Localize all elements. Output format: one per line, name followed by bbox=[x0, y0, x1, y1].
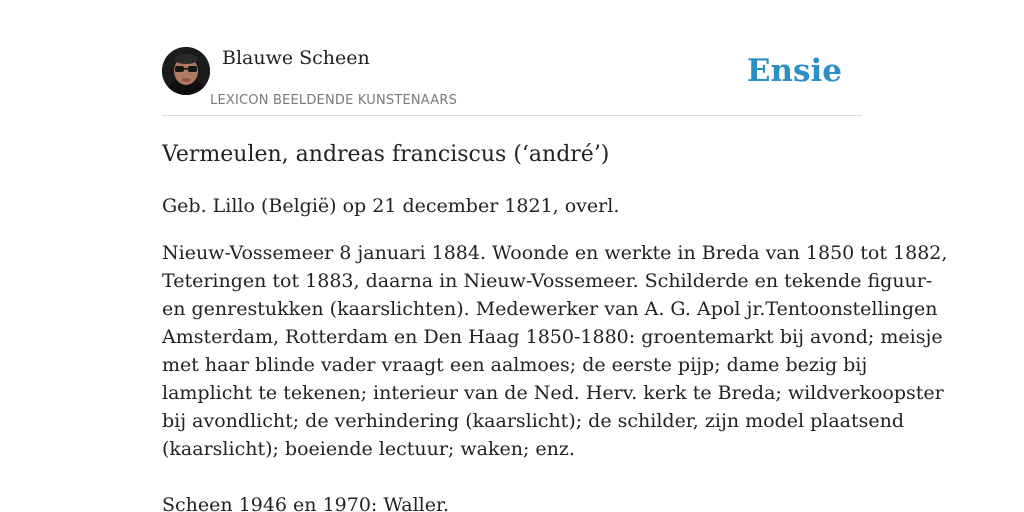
paragraph-line: Teteringen tot 1883, daarna in Nieuw-Vossemeer. Schilderde en tekende figuur- bbox=[162, 270, 933, 292]
ensie-logo[interactable]: Ensie bbox=[746, 53, 842, 89]
paragraph-line: Amsterdam, Rotterdam en Den Haag 1850-1880: groentemarkt bij avond; meisje bbox=[162, 326, 943, 348]
article-paragraph: Geb. Lillo (België) op 21 december 1821, overl. bbox=[162, 195, 620, 217]
collection-name[interactable]: LEXICON BEELDENDE KUNSTENAARS bbox=[210, 93, 458, 108]
article-paragraph: Scheen 1946 en 1970: Waller. bbox=[162, 494, 450, 512]
paragraph-line: Nieuw-Vossemeer 8 januari 1884. Woonde en werkte in Breda van 1850 tot 1882, bbox=[162, 242, 948, 264]
person-avatar-icon bbox=[162, 47, 210, 95]
paragraph-line: (kaarslicht); boeiende lectuur; waken; enz. bbox=[162, 438, 575, 460]
paragraph-line: bij avondlicht; de verhindering (kaarslicht); de schilder, zijn model plaatsend bbox=[162, 410, 905, 432]
article-paragraph bbox=[162, 239, 948, 463]
author-avatar[interactable] bbox=[162, 47, 210, 95]
author-name[interactable]: Blauwe Scheen bbox=[222, 47, 370, 69]
header-divider bbox=[162, 115, 862, 116]
article-header bbox=[162, 46, 862, 116]
paragraph-line: lamplicht te tekenen; interieur van de Ned. Herv. kerk te Breda; wildverkoopster bbox=[162, 382, 944, 404]
paragraph-line: met haar blinde vader vraagt een aalmoes; de eerste pijp; dame bezig bij bbox=[162, 354, 868, 376]
paragraph-line: en genrestukken (kaarslichten). Medewerker van A. G. Apol jr.Tentoonstellingen bbox=[162, 298, 938, 320]
article-title: Vermeulen, andreas franciscus (‘andré’) bbox=[162, 142, 610, 167]
article-body bbox=[162, 138, 948, 512]
